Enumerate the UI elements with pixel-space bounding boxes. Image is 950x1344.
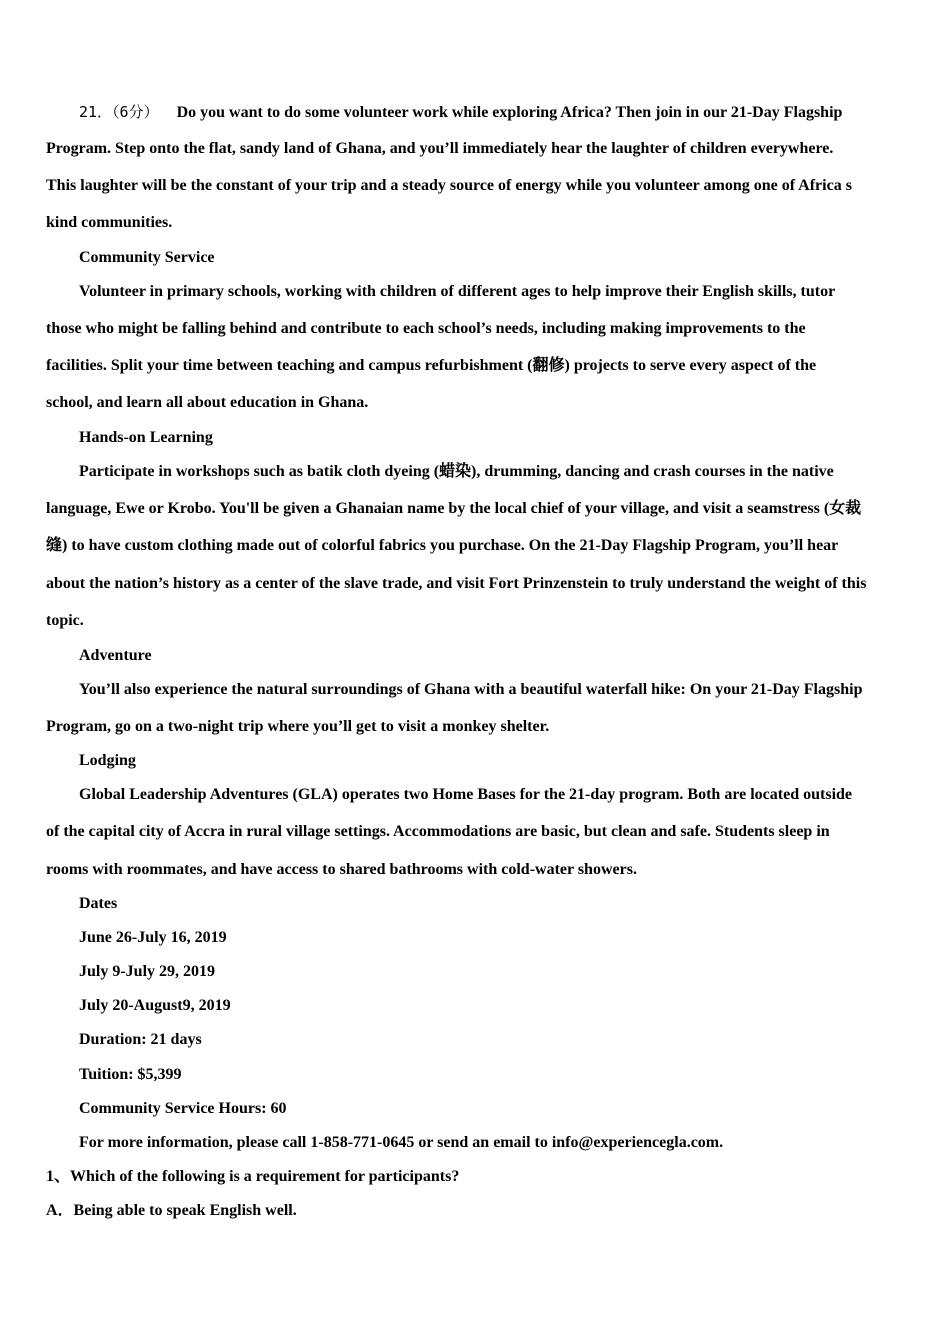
paragraph-line: Program, go on a two-night trip where you’ll get to visit a monkey shelter. — [46, 718, 550, 735]
option-a: A．Being able to speak English well. — [46, 1202, 297, 1219]
date-item: June 26-July 16, 2019 — [79, 929, 227, 946]
section-heading: Hands-on Learning — [79, 429, 213, 446]
contact-info: For more information, please call 1-858-771-0645 or send an email to info@experiencegla.com. — [79, 1134, 724, 1151]
paragraph-line: about the nation’s history as a center of the slave trade, and visit Fort Prinzenstein to truly understand the weight of this — [46, 575, 867, 592]
paragraph-line: those who might be falling behind and contribute to each school’s needs, including making improvements to the — [46, 320, 806, 337]
service-hours: Community Service Hours: 60 — [79, 1100, 287, 1117]
paragraph-line: Volunteer in primary schools, working with children of different ages to help improve their English skills, tutor — [79, 283, 836, 300]
intro-line: Program. Step onto the flat, sandy land of Ghana, and you’ll immediately hear the laughter of children everywhere. — [46, 140, 834, 157]
section-heading: Adventure — [79, 647, 152, 664]
date-item: July 20-August9, 2019 — [79, 997, 231, 1014]
paragraph-line: rooms with roommates, and have access to shared bathrooms with cold-water showers. — [46, 861, 637, 878]
paragraph-line: school, and learn all about education in Ghana. — [46, 394, 369, 411]
section-heading: Lodging — [79, 752, 136, 769]
intro-first-line — [79, 102, 842, 123]
paragraph-line: language, Ewe or Krobo. You'll be given a Ghanaian name by the local chief of your village, and visit a seamstress (女裁 — [46, 500, 862, 517]
tuition: Tuition: $5,399 — [79, 1066, 182, 1083]
paragraph-line: 缝) to have custom clothing made out of colorful fabrics you purchase. On the 21-Day Flagship Program, you’ll hear — [46, 537, 839, 554]
paragraph-line: Participate in workshops such as batik cloth dyeing (蜡染), drumming, dancing and crash courses in the native — [79, 463, 834, 480]
question-number: 21．（6分） — [79, 103, 159, 121]
paragraph-line: You’ll also experience the natural surroundings of Ghana with a beautiful waterfall hike: On your 21-Day Flagship — [79, 681, 863, 698]
intro-line: kind communities. — [46, 214, 173, 231]
paragraph-line: of the capital city of Accra in rural village settings. Accommodations are basic, but clean and safe. Students sleep in — [46, 823, 830, 840]
paragraph-line: Global Leadership Adventures (GLA) operates two Home Bases for the 21-day program. Both are located outside — [79, 786, 853, 803]
paragraph-line: facilities. Split your time between teaching and campus refurbishment (翻修) projects to serve every aspect of the — [46, 357, 817, 374]
section-heading: Community Service — [79, 249, 215, 266]
date-item: July 9-July 29, 2019 — [79, 963, 216, 980]
duration: Duration: 21 days — [79, 1031, 202, 1048]
intro-line: This laughter will be the constant of your trip and a steady source of energy while you volunteer among one of Africa s — [46, 177, 852, 194]
paragraph-line: topic. — [46, 612, 84, 629]
question-stem: 1、Which of the following is a requirement for participants? — [46, 1168, 460, 1185]
section-heading: Dates — [79, 895, 118, 912]
intro-line: Do you want to do some volunteer work while exploring Africa? Then join in our 21-Day Flagship — [176, 104, 843, 121]
